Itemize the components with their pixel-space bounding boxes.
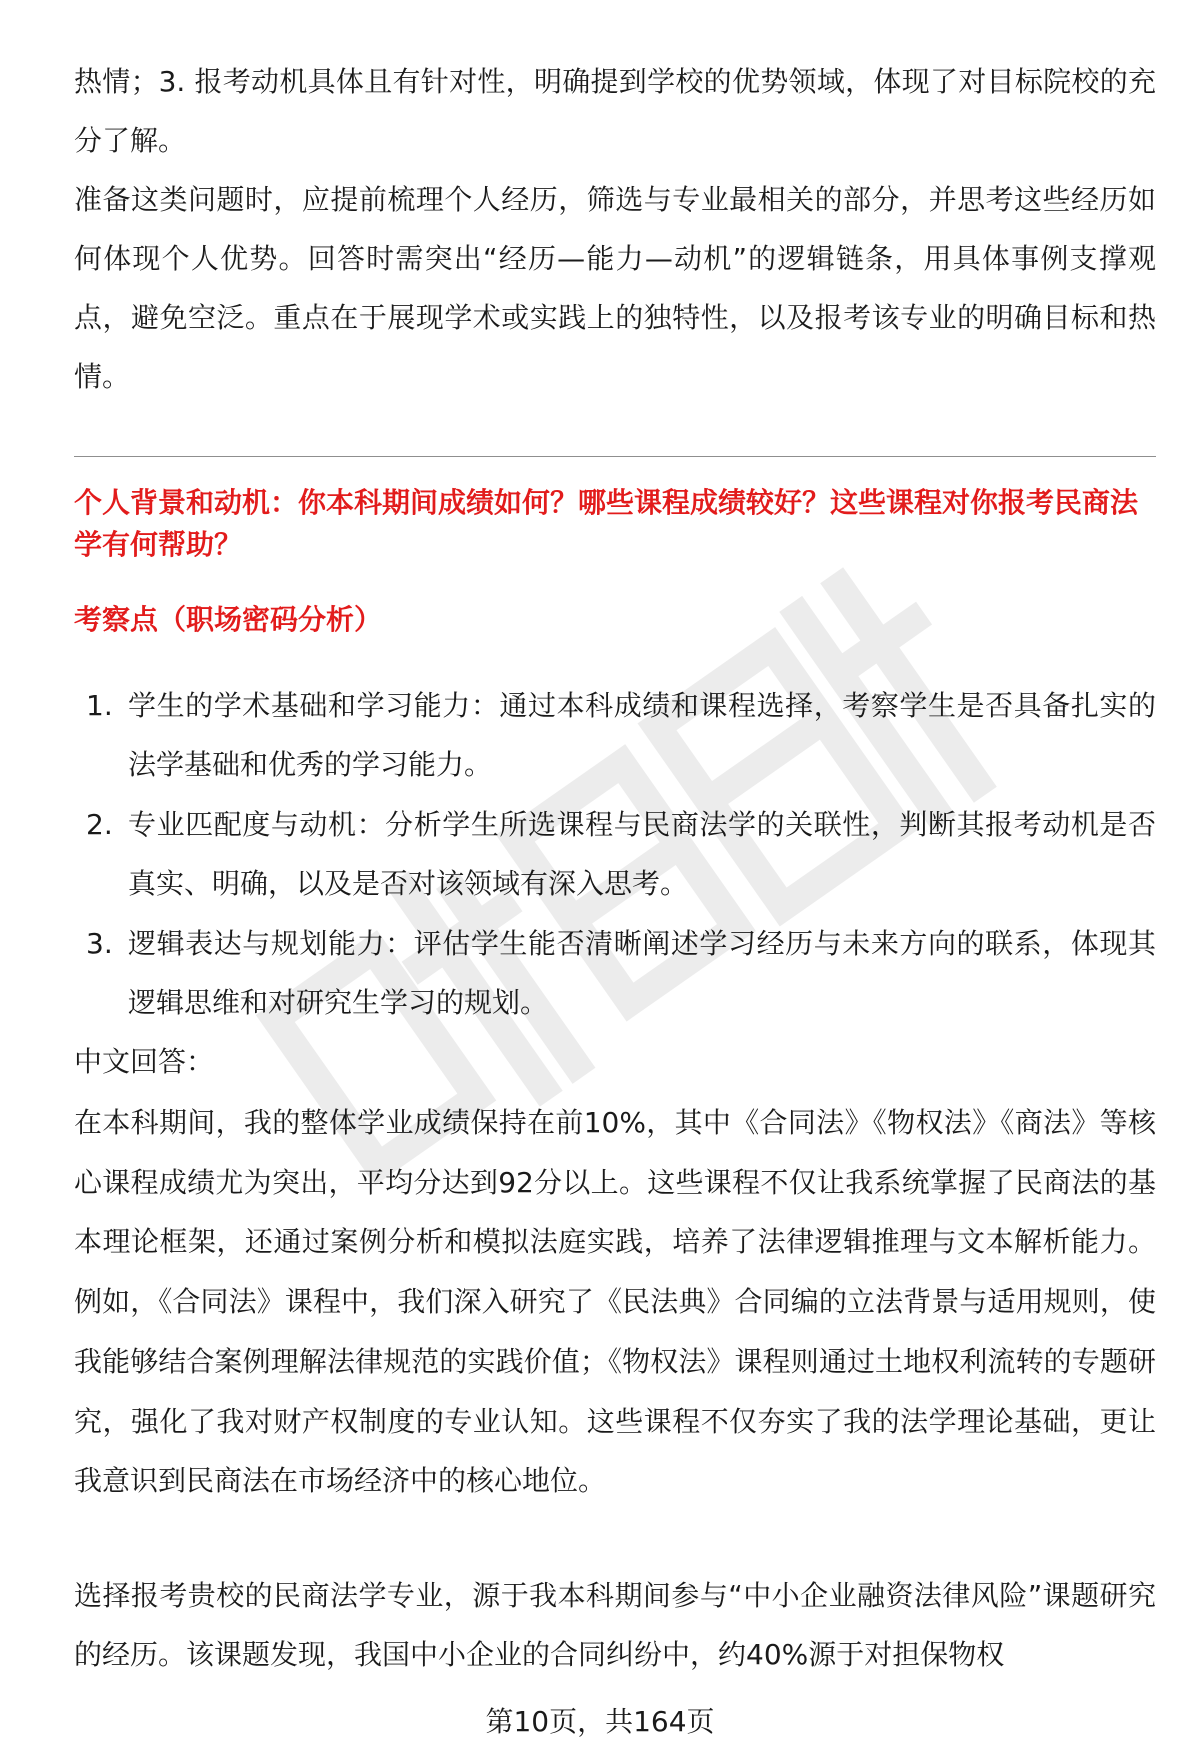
- question-heading: 个人背景和动机：你本科期间成绩如何？哪些课程成绩较好？这些课程对你报考民商法学有何帮助？: [74, 486, 1139, 561]
- assessment-points-list: [74, 676, 1156, 1033]
- answer-label: 中文回答：: [74, 1045, 215, 1078]
- list-item-text: 学生的学术基础和学习能力：通过本科成绩和课程选择，考察学生是否具备扎实的法学基础和优秀的学习能力。: [128, 689, 1156, 781]
- page-number-footer: 第10页，共164页: [485, 1705, 715, 1738]
- list-item-number: 2.: [86, 808, 113, 841]
- continuation-text: [74, 52, 1156, 406]
- paragraph-preparation-advice: 准备这类问题时，应提前梳理个人经历，筛选与专业最相关的部分，并思考这些经历如何体现个人优势。回答时需突出“经历—能力—动机”的逻辑链条，用具体事例支撑观点，避免空泛。重点在于展现学术或实践上的独特性，以及报考该专业的明确目标和热情。: [74, 183, 1156, 393]
- list-item-number: 3.: [86, 927, 113, 960]
- list-item-text: 专业匹配度与动机：分析学生所选课程与民商法学的关联性，判断其报考动机是否真实、明确，以及是否对该领域有深入思考。: [128, 808, 1156, 900]
- paragraph-continuation: 热情；3. 报考动机具体且有针对性，明确提到学校的优势领域，体现了对目标院校的充分了解。: [74, 65, 1156, 157]
- list-item-number: 1.: [86, 689, 113, 722]
- list-item: [74, 914, 1156, 1032]
- assessment-points-heading: 考察点（职场密码分析）: [74, 603, 383, 636]
- list-item: [74, 676, 1156, 794]
- list-item: [74, 795, 1156, 913]
- section-divider: [74, 456, 1156, 457]
- answer-paragraph-motivation: 选择报考贵校的民商法学专业，源于我本科期间参与“中小企业融资法律风险”课题研究的经历。该课题发现，我国中小企业的合同纠纷中，约40%源于对担保物权: [74, 1579, 1156, 1671]
- list-item-text: 逻辑表达与规划能力：评估学生能否清晰阐述学习经历与未来方向的联系，体现其逻辑思维和对研究生学习的规划。: [128, 927, 1156, 1019]
- answer-paragraph-grades: 在本科期间，我的整体学业成绩保持在前10%，其中《合同法》《物权法》《商法》等核心课程成绩尤为突出，平均分达到92分以上。这些课程不仅让我系统掌握了民商法的基本理论框架，还通过案例分析和模拟法庭实践，培养了法律逻辑推理与文本解析能力。例如，《合同法》课程中，我们深入研究了《民法典》合同编的立法背景与适用规则，使我能够结合案例理解法律规范的实践价值；《物权法》课程则通过土地权利流转的专题研究，强化了我对财产权制度的专业认知。这些课程不仅夯实了我的法学理论基础，更让我意识到民商法在市场经济中的核心地位。: [74, 1106, 1156, 1498]
